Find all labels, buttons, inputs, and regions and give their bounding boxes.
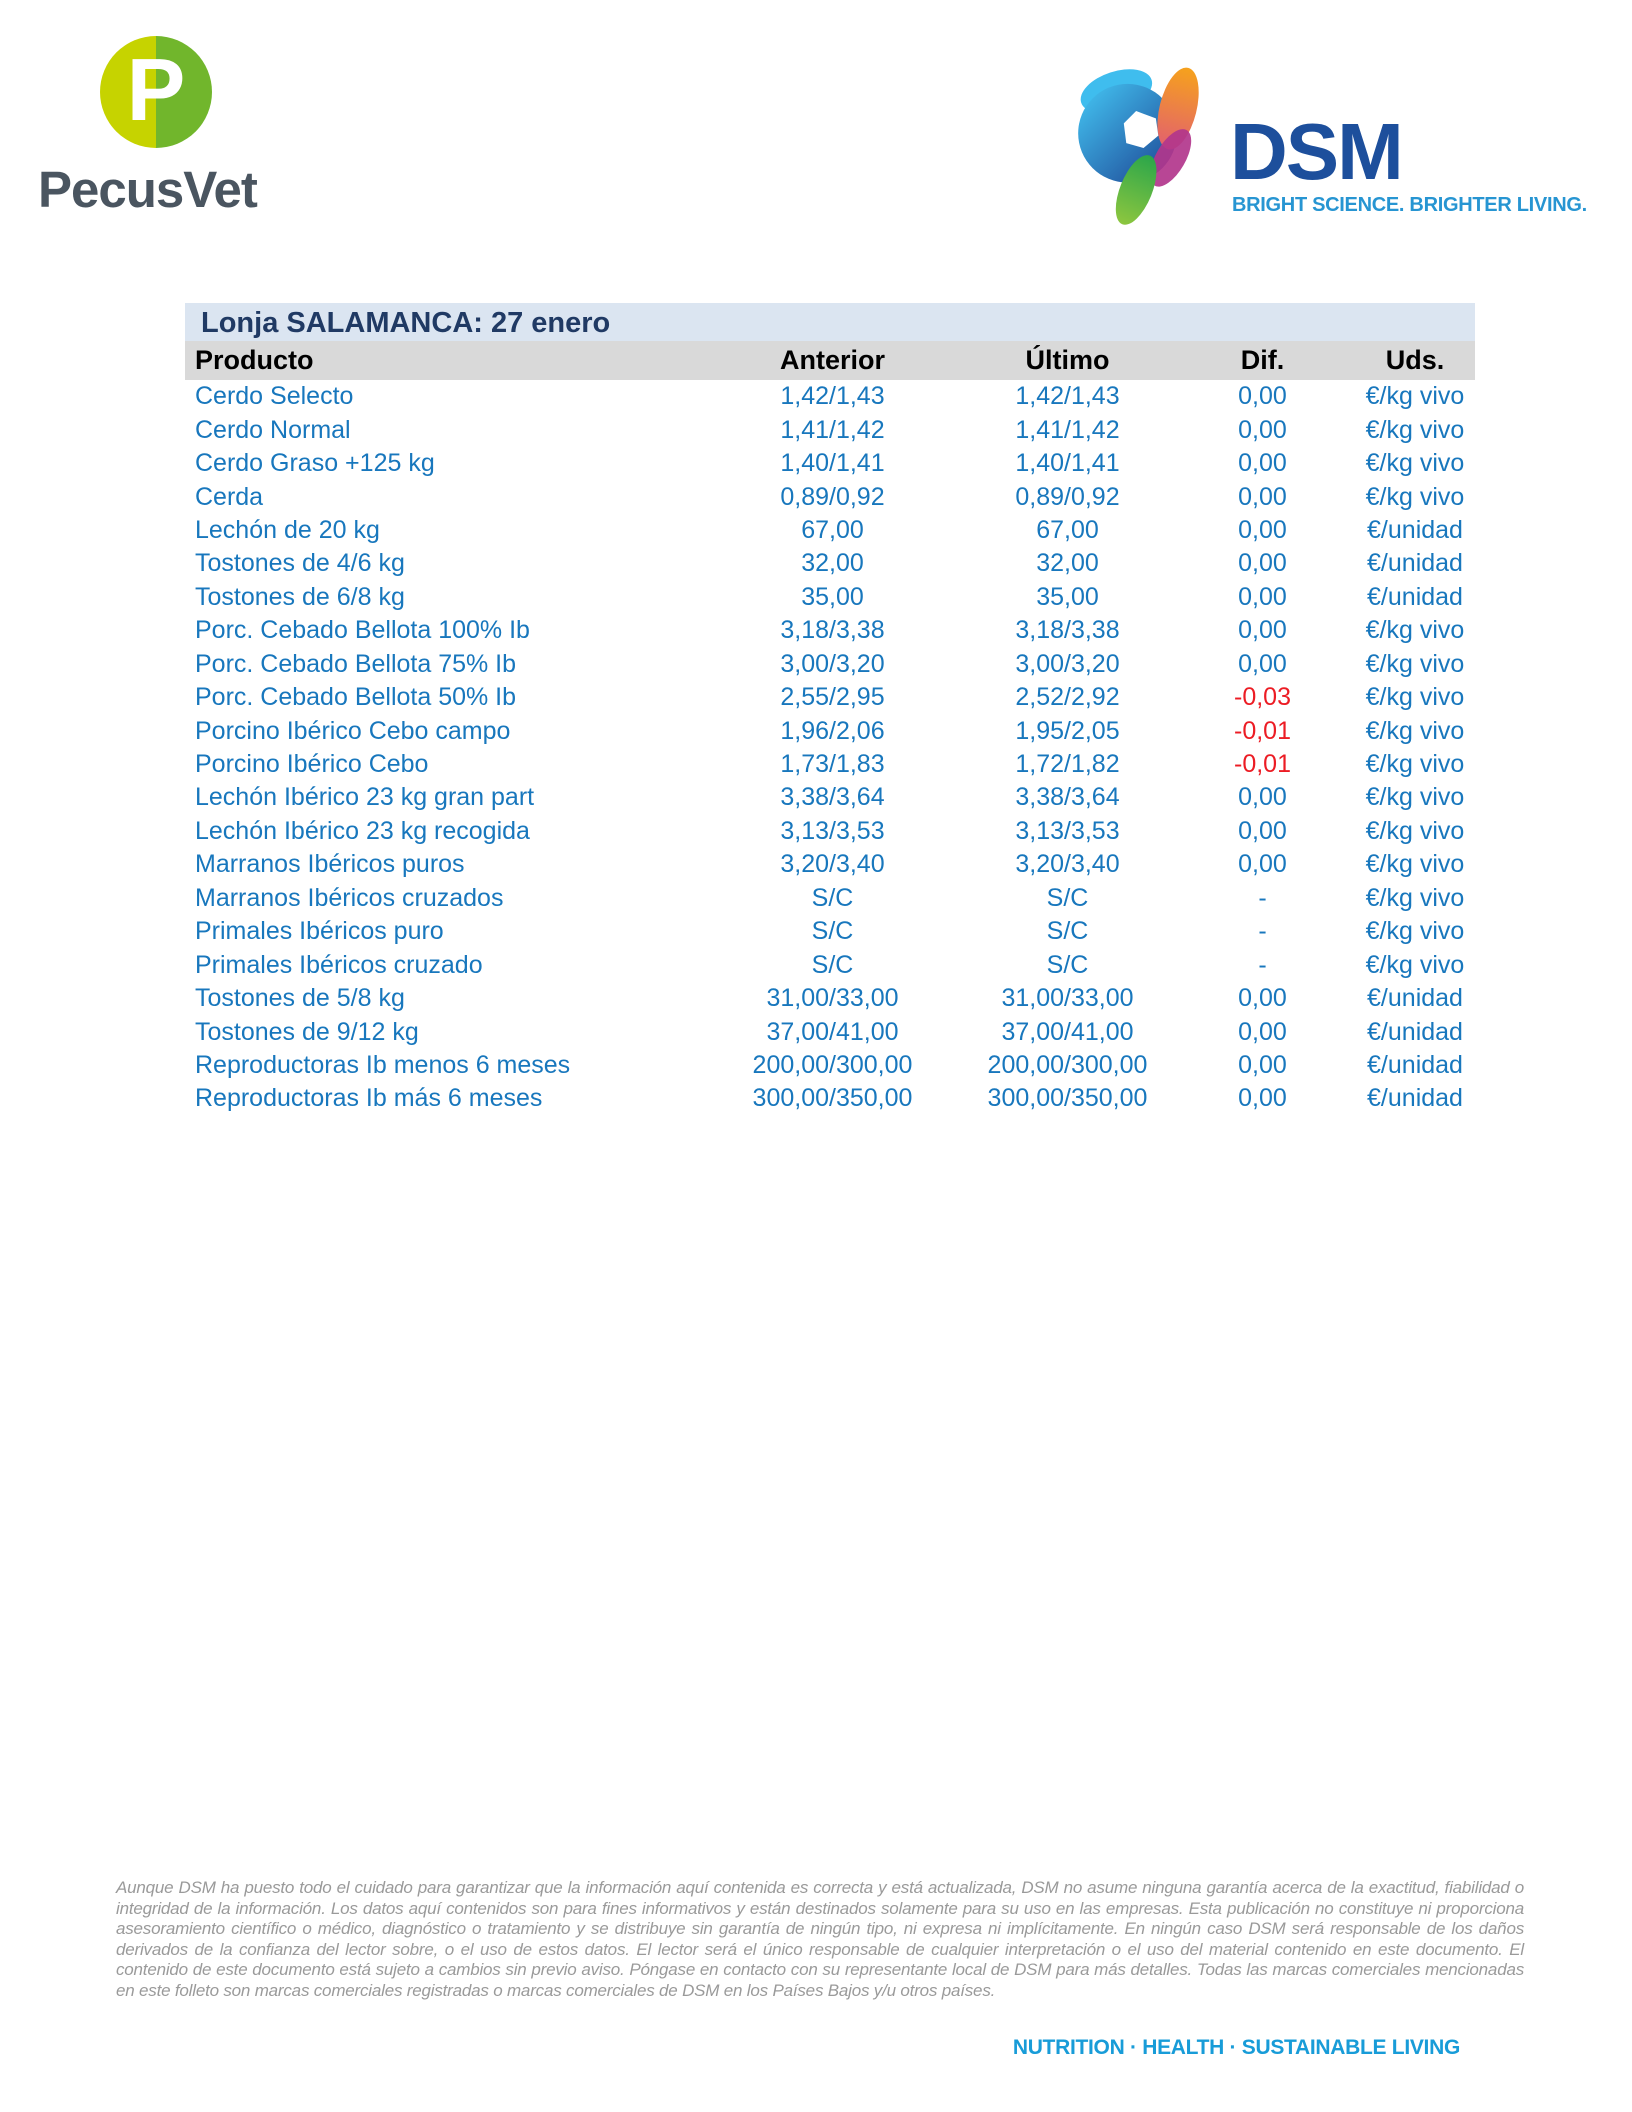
cell-ultimo: 35,00	[1036, 582, 1099, 611]
cell-producto: Cerda	[195, 482, 264, 511]
footer-tagline: NUTRITION · HEALTH · SUSTAINABLE LIVING	[1012, 2036, 1460, 2059]
table-row	[185, 915, 1475, 948]
table-row	[185, 1015, 1475, 1048]
cell-anterior: 32,00	[801, 549, 864, 578]
cell-uds: €/unidad	[1367, 515, 1463, 544]
cell-dif: -	[1258, 950, 1267, 979]
cell-anterior: 67,00	[801, 515, 864, 544]
cell-anterior: 3,20/3,40	[780, 850, 885, 879]
column-header-anterior: Anterior	[779, 345, 885, 375]
cell-producto: Primales Ibéricos puro	[195, 917, 444, 946]
cell-dif: 0,00	[1238, 616, 1287, 645]
cell-anterior: 1,40/1,41	[780, 449, 885, 478]
cell-uds: €/kg vivo	[1365, 850, 1465, 879]
column-header-ultimo: Último	[1025, 345, 1110, 375]
table-row	[185, 514, 1475, 547]
cell-dif: -	[1258, 883, 1267, 912]
cell-anterior: 1,73/1,83	[780, 750, 885, 779]
cell-dif: 0,00	[1238, 515, 1287, 544]
cell-anterior: 0,89/0,92	[780, 482, 885, 511]
cell-producto: Lechón Ibérico 23 kg recogida	[195, 816, 530, 845]
cell-anterior: 1,41/1,42	[780, 415, 885, 444]
cell-producto: Tostones de 4/6 kg	[195, 549, 405, 578]
dsm-tagline: BRIGHT SCIENCE. BRIGHTER LIVING.	[1232, 194, 1587, 216]
cell-uds: €/kg vivo	[1365, 716, 1465, 745]
cell-uds: €/kg vivo	[1365, 382, 1465, 411]
cell-ultimo: 3,20/3,40	[1015, 850, 1120, 879]
cell-uds: €/unidad	[1367, 582, 1463, 611]
cell-ultimo: 1,40/1,41	[1015, 449, 1120, 478]
cell-producto: Tostones de 5/8 kg	[195, 984, 405, 1013]
cell-anterior: 1,96/2,06	[780, 716, 885, 745]
table-body	[185, 380, 1475, 1116]
cell-dif: 0,00	[1238, 549, 1287, 578]
cell-producto: Marranos Ibéricos cruzados	[195, 883, 504, 912]
table-row	[185, 815, 1475, 848]
cell-producto: Porc. Cebado Bellota 75% Ib	[195, 649, 517, 678]
cell-dif: 0,00	[1238, 649, 1287, 678]
cell-dif: 0,00	[1238, 1084, 1287, 1113]
table-title: Lonja SALAMANCA: 27 enero	[185, 303, 1475, 341]
cell-ultimo: S/C	[1046, 917, 1089, 946]
table-row	[185, 447, 1475, 480]
cell-dif: 0,00	[1238, 1050, 1287, 1079]
cell-uds: €/kg vivo	[1365, 816, 1465, 845]
cell-dif: 0,00	[1238, 783, 1287, 812]
cell-uds: €/unidad	[1367, 1017, 1463, 1046]
cell-ultimo: 3,38/3,64	[1015, 783, 1120, 812]
cell-dif: 0,00	[1238, 984, 1287, 1013]
cell-dif: 0,00	[1238, 1017, 1287, 1046]
cell-producto: Reproductoras Ib menos 6 meses	[195, 1050, 571, 1079]
cell-producto: Cerdo Selecto	[195, 382, 354, 411]
table-row	[185, 748, 1475, 781]
cell-uds: €/kg vivo	[1365, 415, 1465, 444]
cell-producto: Primales Ibéricos cruzado	[195, 950, 483, 979]
cell-ultimo: 1,72/1,82	[1015, 750, 1120, 779]
cell-uds: €/kg vivo	[1365, 649, 1465, 678]
cell-anterior: 3,18/3,38	[780, 616, 885, 645]
dsm-logo	[1072, 56, 1592, 246]
cell-uds: €/unidad	[1367, 984, 1463, 1013]
column-header-uds: Uds.	[1385, 345, 1445, 375]
cell-ultimo: 3,18/3,38	[1015, 616, 1120, 645]
cell-uds: €/kg vivo	[1365, 783, 1465, 812]
cell-anterior: 37,00/41,00	[766, 1017, 899, 1046]
table-row	[185, 581, 1475, 614]
table-header-row	[185, 341, 1475, 380]
cell-producto: Porcino Ibérico Cebo	[195, 750, 429, 779]
cell-dif: 0,00	[1238, 415, 1287, 444]
pecusvet-logo-letter: P	[126, 40, 186, 139]
cell-ultimo: 32,00	[1036, 549, 1099, 578]
cell-ultimo: 1,42/1,43	[1015, 382, 1120, 411]
table-row	[185, 547, 1475, 580]
cell-anterior: 300,00/350,00	[752, 1084, 913, 1113]
table-row	[185, 681, 1475, 714]
column-header-producto: Producto	[195, 345, 314, 375]
cell-dif: 0,00	[1238, 816, 1287, 845]
cell-anterior: 1,42/1,43	[780, 382, 885, 411]
cell-ultimo: S/C	[1046, 950, 1089, 979]
cell-ultimo: 1,41/1,42	[1015, 415, 1120, 444]
cell-ultimo: 31,00/33,00	[1001, 984, 1134, 1013]
cell-producto: Lechón de 20 kg	[195, 515, 380, 544]
cell-anterior: S/C	[811, 883, 854, 912]
cell-dif: 0,00	[1238, 382, 1287, 411]
cell-uds: €/kg vivo	[1365, 883, 1465, 912]
table-row	[185, 413, 1475, 446]
table-row	[185, 781, 1475, 814]
cell-dif: -0,03	[1234, 683, 1291, 712]
table-row	[185, 480, 1475, 513]
cell-producto: Lechón Ibérico 23 kg gran part	[195, 783, 535, 812]
cell-ultimo: 67,00	[1036, 515, 1099, 544]
disclaimer-text: Aunque DSM ha puesto todo el cuidado para garantizar que la información aquí contenida es correcta y está actualizada, DSM no asume ninguna garantía acerca de la exactitud, fiabilidad o integridad de la información. Los datos aquí contenidos son para fines informativos y están destinados solamente para su uso en las empresas. Esta publicación no constituye ni proporciona asesoramiento científico o médico, diagnóstico o tratamiento y se distribuye sin garantía de ningún tipo, ni expresa ni implícitamente. En ningún caso DSM será responsable de los daños derivados de la confianza del lector sobre, o el uso de estos datos. El lector será el único responsable de cualquier interpretación o el uso del material contenido en este documento. El contenido de este documento está sujeto a cambios sin previo aviso. Póngase en contacto con su representante local de DSM para más detalles. Todas las marcas comerciales mencionadas en este folleto son marcas comerciales registradas o marcas comerciales de DSM en los Países Bajos y/u otros países.	[116, 1878, 1524, 2000]
cell-ultimo: 3,00/3,20	[1015, 649, 1120, 678]
table-row	[185, 614, 1475, 647]
cell-uds: €/kg vivo	[1365, 683, 1465, 712]
cell-uds: €/kg vivo	[1365, 616, 1465, 645]
table-row	[185, 882, 1475, 915]
table-row	[185, 1049, 1475, 1082]
cell-anterior: 200,00/300,00	[752, 1050, 913, 1079]
column-header-dif: Dif.	[1240, 345, 1285, 375]
cell-dif: -0,01	[1234, 716, 1291, 745]
cell-uds: €/kg vivo	[1365, 482, 1465, 511]
cell-anterior: 3,13/3,53	[780, 816, 885, 845]
cell-producto: Marranos Ibéricos puros	[195, 850, 465, 879]
cell-uds: €/unidad	[1367, 549, 1463, 578]
cell-anterior: S/C	[811, 917, 854, 946]
table-row	[185, 982, 1475, 1015]
table-row	[185, 380, 1475, 413]
cell-dif: 0,00	[1238, 449, 1287, 478]
pecusvet-logo	[38, 30, 358, 230]
cell-dif: -0,01	[1234, 750, 1291, 779]
cell-ultimo: 2,52/2,92	[1015, 683, 1120, 712]
cell-ultimo: 37,00/41,00	[1001, 1017, 1134, 1046]
cell-uds: €/unidad	[1367, 1050, 1463, 1079]
cell-ultimo: 200,00/300,00	[987, 1050, 1148, 1079]
cell-producto: Tostones de 6/8 kg	[195, 582, 405, 611]
cell-uds: €/kg vivo	[1365, 449, 1465, 478]
cell-uds: €/kg vivo	[1365, 917, 1465, 946]
cell-ultimo: 300,00/350,00	[987, 1084, 1148, 1113]
cell-uds: €/kg vivo	[1365, 950, 1465, 979]
cell-producto: Cerdo Normal	[195, 415, 351, 444]
price-table	[185, 303, 1475, 1116]
cell-uds: €/kg vivo	[1365, 750, 1465, 779]
table-row	[185, 714, 1475, 747]
table-row	[185, 1082, 1475, 1115]
cell-ultimo: 0,89/0,92	[1015, 482, 1120, 511]
cell-producto: Cerdo Graso +125 kg	[195, 449, 435, 478]
dsm-swirl-icon	[1072, 60, 1220, 236]
table-row	[185, 848, 1475, 881]
cell-dif: -	[1258, 917, 1267, 946]
cell-ultimo: 3,13/3,53	[1015, 816, 1120, 845]
cell-dif: 0,00	[1238, 850, 1287, 879]
cell-anterior: S/C	[811, 950, 854, 979]
pecusvet-logo-icon	[100, 36, 212, 148]
cell-anterior: 31,00/33,00	[766, 984, 899, 1013]
cell-producto: Porcino Ibérico Cebo campo	[195, 716, 511, 745]
cell-anterior: 35,00	[801, 582, 864, 611]
cell-producto: Porc. Cebado Bellota 50% Ib	[195, 683, 517, 712]
table-row	[185, 648, 1475, 681]
cell-producto: Tostones de 9/12 kg	[195, 1017, 419, 1046]
cell-producto: Porc. Cebado Bellota 100% Ib	[195, 616, 530, 645]
cell-ultimo: 1,95/2,05	[1015, 716, 1120, 745]
cell-uds: €/unidad	[1367, 1084, 1463, 1113]
cell-dif: 0,00	[1238, 482, 1287, 511]
cell-anterior: 3,38/3,64	[780, 783, 885, 812]
cell-dif: 0,00	[1238, 582, 1287, 611]
pecusvet-wordmark: PecusVet	[38, 161, 257, 218]
table-row	[185, 948, 1475, 981]
cell-anterior: 2,55/2,95	[780, 683, 885, 712]
cell-ultimo: S/C	[1046, 883, 1089, 912]
cell-producto: Reproductoras Ib más 6 meses	[195, 1084, 543, 1113]
cell-anterior: 3,00/3,20	[780, 649, 885, 678]
dsm-wordmark: DSM	[1230, 107, 1402, 196]
